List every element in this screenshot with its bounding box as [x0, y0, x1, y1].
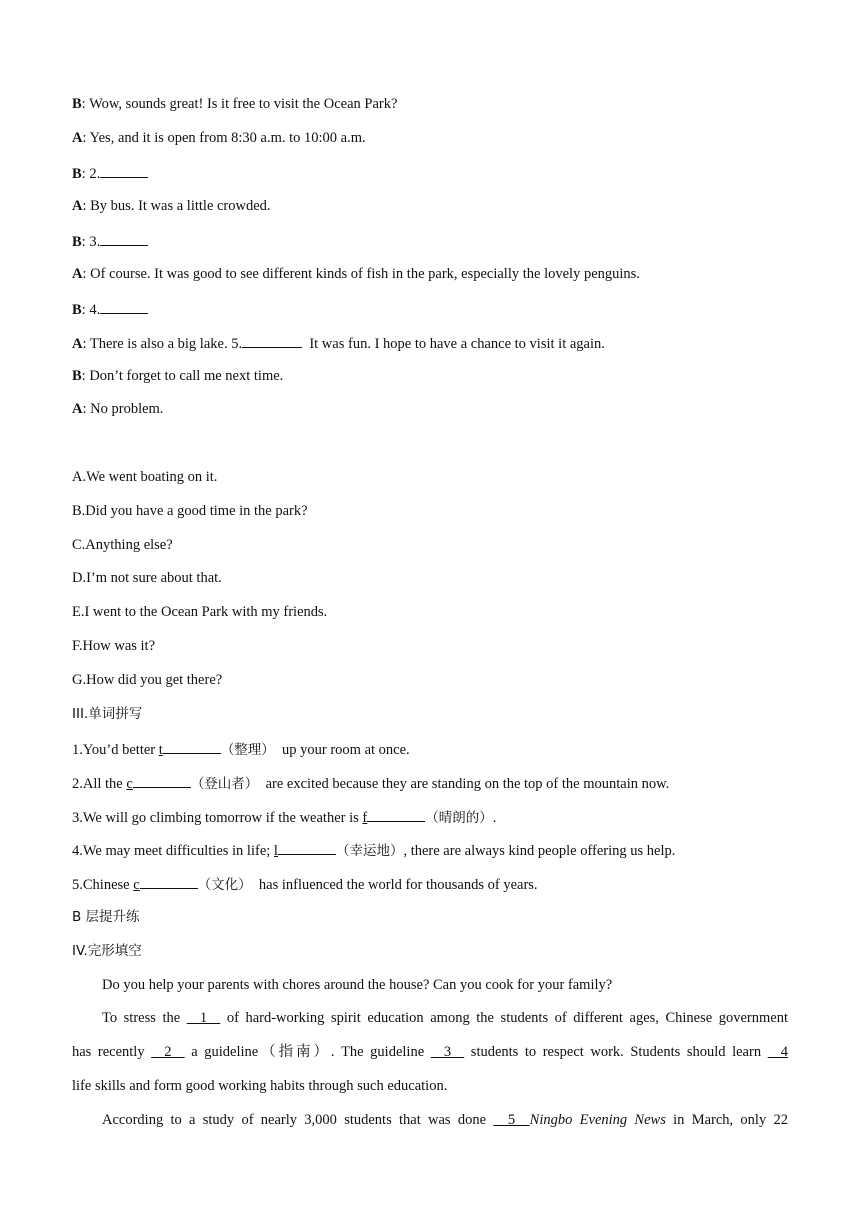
dialogue-text: : Of course. It was good to see different kinds of fish in the park, especially the lovely penguins. [82, 266, 640, 282]
answer-blank[interactable] [367, 807, 425, 822]
speaker: B [72, 302, 82, 318]
answer-blank[interactable] [242, 333, 302, 348]
speaker: B [72, 368, 82, 384]
option-item: D.I’m not sure about that. [72, 570, 222, 586]
dialogue-line [72, 333, 605, 353]
option-item: A.We went boating on it. [72, 469, 218, 485]
spelling-item: 1.You’d better t （整理） up your room at once. [72, 739, 410, 759]
speaker: B [72, 166, 82, 182]
answer-blank[interactable] [100, 163, 148, 178]
passage-line: According to a study of nearly 3,000 students that was done 5 Ningbo Evening News in March, only 22 [102, 1112, 788, 1128]
speaker: A [72, 266, 83, 282]
dialogue-text: : Don’t forget to call me next time. [81, 368, 284, 384]
passage-line: has recently 2 a guideline（指南）. The guideline 3 students to respect work. Students should learn 4 [72, 1044, 789, 1060]
passage-line: To stress the 1 of hard-working spirit education among the students of different ages, Chinese government [102, 1010, 789, 1026]
dialogue-line [72, 400, 163, 418]
level-heading: B 层提升练 [72, 909, 140, 925]
chinese-hint: （整理） [220, 742, 275, 758]
chinese-hint: （晴朗的） [425, 810, 493, 826]
answer-blank[interactable] [100, 299, 148, 314]
spelling-item: 5.Chinese c （文化） has influenced the world for thousands of years. [72, 874, 538, 894]
spelling-item: 3.We will go climbing tomorrow if the weather is f （晴朗的）. [72, 807, 496, 827]
dialogue-line [72, 367, 283, 385]
cloze-blank-1[interactable]: 1 [186, 1010, 221, 1026]
dialogue-text: : 3. [81, 234, 101, 250]
dialogue-line [72, 265, 640, 283]
answer-blank[interactable] [140, 874, 198, 889]
chinese-hint: （文化） [197, 877, 252, 893]
section-title: IV.完形填空 [72, 943, 142, 959]
dialogue-line [72, 231, 148, 251]
dialogue-text: : There is also a big lake. 5. [82, 336, 243, 352]
blank-letter: c [133, 877, 140, 893]
option-item: E.I went to the Ocean Park with my friends. [72, 604, 328, 620]
dialogue-line [72, 129, 366, 147]
dialogue-text: : Wow, sounds great! Is it free to visit the Ocean Park? [81, 96, 398, 112]
speaker: B [72, 234, 82, 250]
speaker: A [72, 130, 83, 146]
option-item: F.How was it? [72, 638, 156, 654]
answer-blank[interactable] [163, 739, 221, 754]
section-title: III.单词拼写 [72, 706, 143, 722]
dialogue-text-after: It was fun. I hope to have a chance to visit it again. [302, 336, 605, 352]
chinese-hint: （登山者） [190, 776, 259, 792]
blank-letter: l [273, 843, 278, 859]
cloze-blank-3[interactable]: 3 [430, 1044, 465, 1060]
option-item: G.How did you get there? [72, 672, 223, 688]
speaker: B [72, 96, 82, 112]
cloze-blank-4[interactable]: 4 [767, 1044, 789, 1060]
dialogue-text: : 4. [81, 302, 101, 318]
option-item: C.Anything else? [72, 537, 173, 553]
blank-letter: f [362, 810, 368, 826]
answer-blank[interactable] [100, 231, 148, 246]
speaker: A [72, 401, 83, 417]
dialogue-line [72, 95, 397, 113]
speaker: A [72, 336, 83, 352]
speaker: A [72, 198, 83, 214]
chinese-hint: （幸运地） [335, 843, 404, 859]
dialogue-text: : 2. [81, 166, 101, 182]
spelling-item: 2.All the c （登山者） are excited because they are standing on the top of the mountain now. [72, 773, 669, 793]
blank-letter: t [158, 742, 163, 758]
answer-blank[interactable] [133, 773, 191, 788]
spelling-item: 4.We may meet difficulties in life; l （幸运地）, there are always kind people offering us help. [72, 840, 675, 860]
answer-blank[interactable] [278, 840, 336, 855]
dialogue-text: : Yes, and it is open from 8:30 a.m. to 10:00 a.m. [82, 130, 366, 146]
dialogue-line [72, 197, 271, 215]
dialogue-line [72, 163, 148, 183]
dialogue-text: : No problem. [82, 401, 164, 417]
dialogue-line [72, 299, 148, 319]
passage-line: life skills and form good working habits through such education. [72, 1078, 448, 1094]
passage-line: Do you help your parents with chores around the house? Can you cook for your family? [102, 977, 613, 993]
blank-letter: c [126, 776, 133, 792]
option-item: B.Did you have a good time in the park? [72, 503, 308, 519]
newspaper-title: Ningbo Evening News [529, 1112, 666, 1128]
cloze-blank-2[interactable]: 2 [151, 1044, 185, 1060]
dialogue-text: : By bus. It was a little crowded. [82, 198, 271, 214]
cloze-blank-5[interactable]: 5 [493, 1112, 530, 1128]
